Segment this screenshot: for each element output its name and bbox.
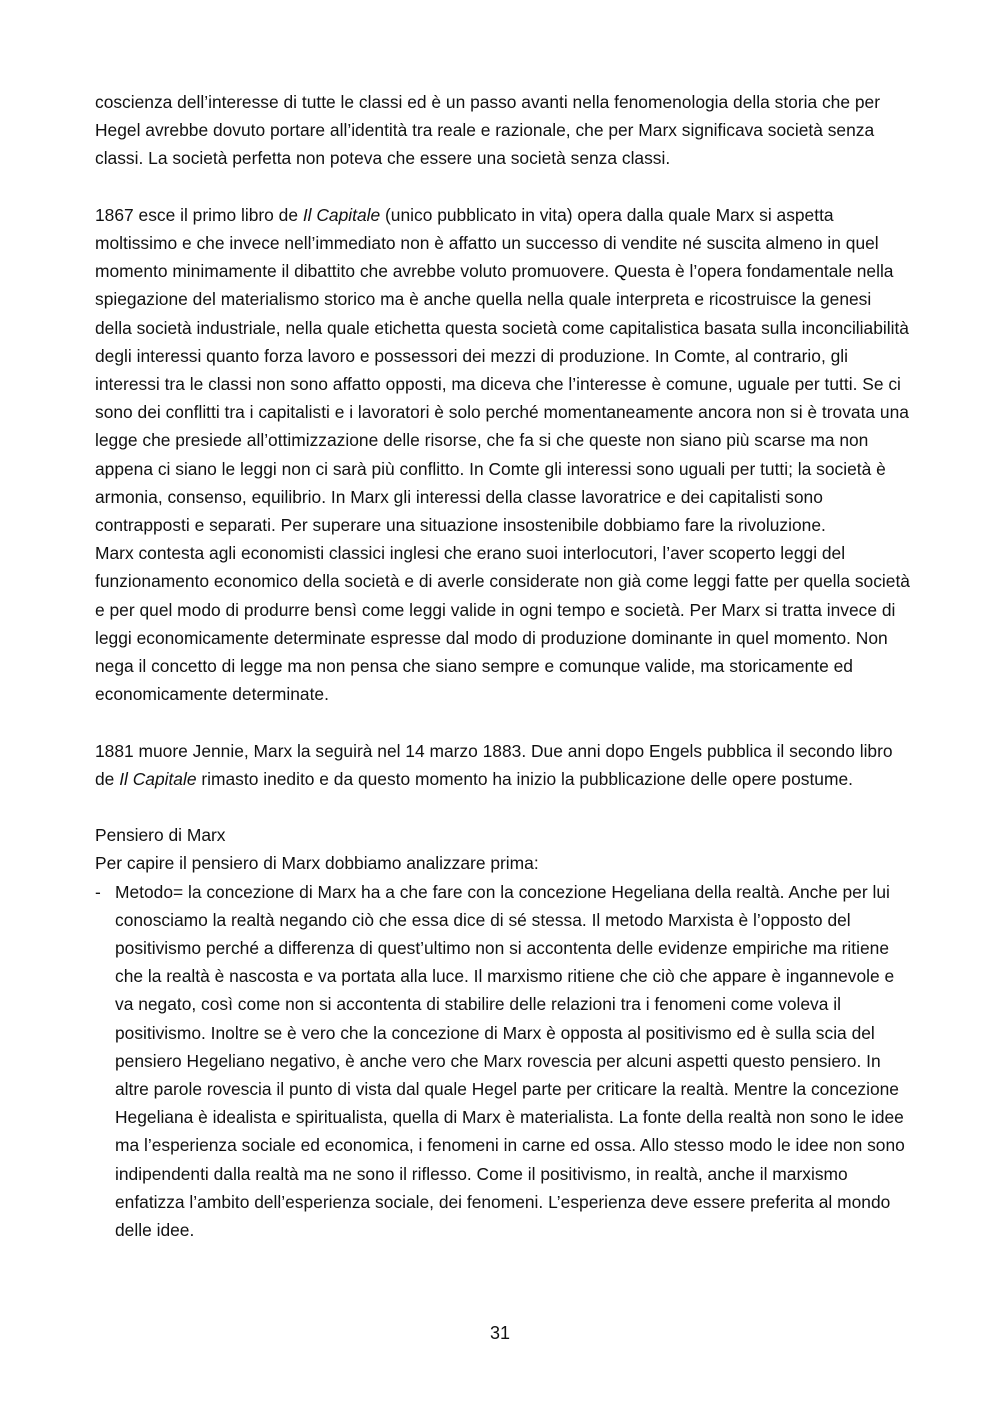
book-title: Il Capitale: [302, 204, 381, 225]
paragraph-text: (unico pubblicato in vita) opera dalla quale Marx si aspetta moltissimo e che invece nell’immediato non è affatto un successo di vendite né suscita almeno in quel momento minimamente il dibattito che avrebbe voluto promuovere. Questa è l’opera fondamentale nella spiegazione del materialismo storico ma è anche quella nella quale interpreta e ricostruisce la genesi della società industriale, nella quale etichetta questa società come capitalistica basata sulla inconciliabilità degli interessi quanto forza lavoro e possessori dei mezzi di produzione. In Comte, al contrario, gli interessi tra le classi non sono affatto opposti, ma diceva che l’interesse è comune, uguale per tutti. Se ci sono dei conflitti tra i capitalisti e i lavoratori è solo perché momentaneamente ancora non si è trovata una legge che presiede all’ottimizzazione delle risorse, che fa si che queste non siano più scarse ma non appena ci siano le leggi non ci sarà più conflitto. In Comte gli interessi sono uguali per tutti; la società è armonia, consenso, equilibrio. In Marx gli interessi della classe lavoratrice e dei capitalisti sono contrapposti e separati. Per superare una situazione insostenibile dobbiamo fare la rivoluzione.: [95, 204, 909, 536]
paragraph-spacer: [95, 793, 910, 821]
paragraph-text: 1881 muore Jennie, Marx la seguirà nel 14 marzo 1883. Due anni dopo Engels pubblica il secondo libro de: [95, 740, 893, 789]
paragraph-class-consciousness: coscienza dell’interesse di tutte le classi ed è un passo avanti nella fenomenologia della storia che per Hegel avrebbe dovuto portare all’identità tra reale e razionale, che per Marx significava società senza classi. La società perfetta non poteva che essere una società senza classi.: [95, 92, 880, 169]
paragraph-text: 1867 esce il primo libro de: [95, 204, 303, 225]
paragraph-capitale-1867: [95, 201, 910, 539]
paragraph-spacer: [95, 708, 910, 736]
dash-bullet-icon: -: [95, 881, 101, 902]
book-title: Il Capitale: [119, 768, 197, 789]
paragraph-spacer: [95, 173, 910, 201]
list-item-text: Metodo= la concezione di Marx ha a che fare con la concezione Hegeliana della realtà. Anche per lui conosciamo la realtà negando ciò che essa dice di sé stessa. Il metodo Marxista è l’opposto del positivismo perché a differenza di quest’ultimo non si accontenta delle evidenze empiriche ma ritiene che la realtà è nascosta e va portata alla luce. Il marxismo ritiene che ciò che appare è ingannevole e va negato, così come non si accontenta di stabilire delle relazioni tra i fenomeni come voleva il positivismo. Inoltre se è vero che la concezione di Marx è opposta al positivismo ed è sulla scia del pensiero Hegeliano negativo, è anche vero che Marx rovescia per alcuni aspetti questo pensiero. In altre parole rovescia il punto di vista dal quale Hegel parte per criticare la realtà. Mentre la concezione Hegeliana è idealista e spiritualista, quella di Marx è materialista. La fonte della realtà non sono le idee ma l’esperienza sociale ed economica, i fenomeni in carne ed ossa. Allo stesso modo le idee non sono indipendenti dalla realtà ma ne sono il riflesso. Come il positivismo, in realtà, anche il marxismo enfatizza l’ambito dell’esperienza sociale, dei fenomeni. L’esperienza deve essere preferita al mondo delle idee.: [115, 881, 905, 1241]
method-list: [95, 878, 910, 1245]
paragraph-death-1883: [95, 737, 910, 793]
section-intro: Per capire il pensiero di Marx dobbiamo analizzare prima:: [95, 853, 539, 874]
paragraph-classical-economists: Marx contesta agli economisti classici inglesi che erano suoi interlocutori, l’aver scoperto leggi del funzionamento economico della società e di averle considerate non già come leggi fatte per quella società e per quel modo di produrre bensì come leggi valide in ogni tempo e società. Per Marx si tratta invece di leggi economicamente determinate espresse dal modo di produzione dominante in quel momento. Non nega il concetto di legge ma non pensa che siano sempre e comunque valide, ma storicamente ed economicamente determinate.: [95, 543, 910, 705]
paragraph-text: rimasto inedito e da questo momento ha inizio la pubblicazione delle opere postume.: [196, 768, 853, 789]
page-number: 31: [489, 1323, 511, 1343]
section-heading: Pensiero di Marx: [95, 825, 226, 846]
list-item-method: [95, 878, 910, 1245]
page-body: [95, 88, 910, 1244]
